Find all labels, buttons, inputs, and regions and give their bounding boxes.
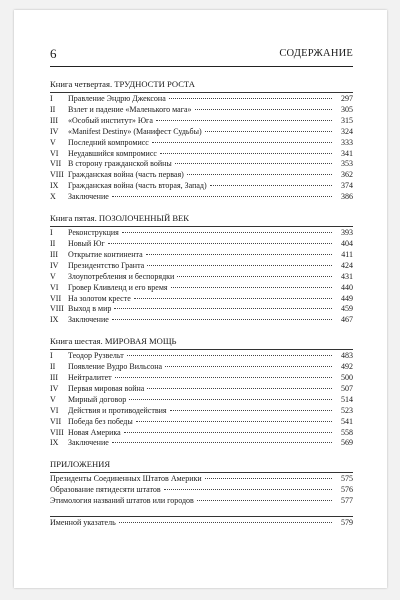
leader-dots bbox=[177, 276, 332, 277]
chapter-number: II bbox=[50, 238, 56, 248]
leader-dots bbox=[165, 366, 332, 367]
chapter-number: VI bbox=[50, 282, 59, 292]
toc-row[interactable] bbox=[50, 239, 353, 250]
chapter-title: Реконструкция bbox=[68, 228, 119, 238]
leader-dots bbox=[114, 308, 332, 309]
toc-row[interactable] bbox=[50, 315, 353, 326]
chapter-title: Злоупотребления и беспорядки bbox=[68, 271, 175, 281]
index-title: Именной указатель bbox=[50, 518, 116, 528]
toc-row[interactable] bbox=[50, 250, 353, 261]
book-page bbox=[14, 10, 387, 588]
appendix-title: Президенты Соединенных Штатов Америки bbox=[50, 474, 202, 484]
chapter-title: Гровер Кливленд и его время bbox=[68, 282, 168, 292]
chapter-number: II bbox=[50, 362, 56, 372]
toc-row[interactable] bbox=[50, 261, 353, 272]
chapter-page: 424 bbox=[341, 260, 353, 270]
chapter-title: В сторону гражданской войны bbox=[68, 159, 172, 169]
chapter-title: Гражданская война (часть первая) bbox=[68, 170, 184, 180]
leader-dots bbox=[195, 109, 332, 110]
leader-dots bbox=[205, 131, 332, 132]
chapter-page: 514 bbox=[341, 394, 353, 404]
leader-dots bbox=[129, 399, 332, 400]
toc-row-appendix[interactable] bbox=[50, 474, 353, 485]
chapter-number: II bbox=[50, 104, 56, 114]
appendix-page: 577 bbox=[341, 496, 353, 506]
book-title bbox=[50, 212, 353, 227]
toc-row[interactable] bbox=[50, 283, 353, 294]
leader-dots bbox=[122, 232, 332, 233]
leader-dots bbox=[160, 153, 332, 154]
leader-dots bbox=[127, 355, 332, 356]
book-name: МИРОВАЯ МОЩЬ bbox=[104, 336, 177, 347]
chapter-page: 315 bbox=[341, 115, 353, 125]
running-head: СОДЕРЖАНИЕ bbox=[279, 48, 353, 59]
chapter-title: «Особый институт» Юга bbox=[68, 115, 153, 125]
chapter-number: III bbox=[50, 115, 58, 125]
table-of-contents bbox=[50, 78, 353, 529]
chapter-title: Последний компромисс bbox=[68, 137, 149, 147]
chapter-number: III bbox=[50, 249, 58, 259]
chapter-number: V bbox=[50, 394, 56, 404]
chapter-title: Мирный договор bbox=[68, 394, 127, 404]
chapter-title: Новая Америка bbox=[68, 427, 121, 437]
chapter-number: IX bbox=[50, 181, 59, 191]
chapter-page: 305 bbox=[341, 104, 353, 114]
chapter-page: 569 bbox=[341, 438, 353, 448]
book-section bbox=[50, 212, 353, 326]
book-title bbox=[50, 335, 353, 350]
leader-dots bbox=[108, 243, 332, 244]
toc-row-index[interactable] bbox=[50, 516, 353, 529]
toc-row[interactable] bbox=[50, 181, 353, 192]
toc-row[interactable] bbox=[50, 395, 353, 406]
book-name: ТРУДНОСТИ РОСТА bbox=[114, 79, 195, 89]
chapter-page: 333 bbox=[341, 137, 353, 147]
book-section bbox=[50, 335, 353, 449]
book-section bbox=[50, 78, 353, 203]
chapter-page: 492 bbox=[341, 362, 353, 372]
chapter-page: 541 bbox=[341, 416, 353, 426]
leader-dots bbox=[112, 196, 332, 197]
chapter-page: 411 bbox=[341, 249, 353, 259]
toc-row[interactable] bbox=[50, 362, 353, 373]
chapter-number: III bbox=[50, 373, 58, 383]
chapter-number: IV bbox=[50, 260, 59, 270]
toc-row[interactable] bbox=[50, 294, 353, 305]
chapter-number: V bbox=[50, 271, 56, 281]
leader-dots bbox=[205, 478, 332, 479]
toc-row[interactable] bbox=[50, 228, 353, 239]
chapter-page: 324 bbox=[341, 126, 353, 136]
chapter-title: Заключение bbox=[68, 315, 109, 325]
toc-row[interactable] bbox=[50, 406, 353, 417]
chapter-number: IV bbox=[50, 126, 59, 136]
toc-row[interactable] bbox=[50, 438, 353, 449]
leader-dots bbox=[147, 388, 332, 389]
chapter-page: 459 bbox=[341, 304, 353, 314]
chapter-page: 404 bbox=[341, 238, 353, 248]
chapter-title: Гражданская война (часть вторая, Запад) bbox=[68, 181, 207, 191]
leader-dots bbox=[164, 489, 332, 490]
chapter-number: IX bbox=[50, 438, 59, 448]
chapter-page: 297 bbox=[341, 94, 353, 103]
toc-row[interactable] bbox=[50, 116, 353, 127]
chapter-page: 449 bbox=[341, 293, 353, 303]
toc-row[interactable] bbox=[50, 105, 353, 116]
leader-dots bbox=[152, 142, 332, 143]
toc-row[interactable] bbox=[50, 417, 353, 428]
chapter-page: 507 bbox=[341, 383, 353, 393]
toc-row[interactable] bbox=[50, 384, 353, 395]
toc-row[interactable] bbox=[50, 373, 353, 384]
chapter-title: На золотом кресте bbox=[68, 293, 131, 303]
chapter-title: Теодор Рузвельт bbox=[68, 351, 124, 361]
chapter-number: VII bbox=[50, 293, 62, 303]
leader-dots bbox=[119, 522, 332, 523]
toc-row[interactable] bbox=[50, 351, 353, 362]
chapter-title: Заключение bbox=[68, 438, 109, 448]
chapter-title: Выход в мир bbox=[68, 304, 112, 314]
chapter-number: VII bbox=[50, 159, 62, 169]
index-page: 579 bbox=[341, 518, 353, 528]
leader-dots bbox=[112, 442, 332, 443]
appendix-title: Этимология названий штатов или городов bbox=[50, 496, 194, 506]
chapter-title: Действия и противодействия bbox=[68, 405, 167, 415]
page-number: 6 bbox=[50, 46, 57, 61]
chapter-title: Нейтралитет bbox=[68, 373, 112, 383]
chapter-page: 431 bbox=[341, 271, 353, 281]
chapter-title: Первая мировая война bbox=[68, 383, 145, 393]
chapter-page: 500 bbox=[341, 373, 353, 383]
chapter-number: VIII bbox=[50, 304, 64, 314]
chapter-page: 558 bbox=[341, 427, 353, 437]
chapter-title: «Manifest Destiny» (Манифест Судьбы) bbox=[68, 126, 202, 136]
leader-dots bbox=[210, 185, 332, 186]
toc-row-appendix[interactable] bbox=[50, 485, 353, 496]
chapter-title: Победа без победы bbox=[68, 416, 133, 426]
chapter-title: Взлет и падение «Маленького мага» bbox=[68, 104, 192, 114]
chapter-number: IX bbox=[50, 315, 59, 325]
book-label: Книга шестая. bbox=[50, 336, 103, 347]
toc-row[interactable] bbox=[50, 159, 353, 170]
toc-row[interactable] bbox=[50, 138, 353, 149]
leader-dots bbox=[112, 319, 332, 320]
chapter-title: Заключение bbox=[68, 192, 109, 202]
leader-dots bbox=[170, 410, 332, 411]
chapter-page: 341 bbox=[341, 148, 353, 158]
chapter-number: VIII bbox=[50, 427, 64, 437]
chapter-number: VIII bbox=[50, 170, 64, 180]
toc-row[interactable] bbox=[50, 149, 353, 160]
chapter-page: 467 bbox=[341, 315, 353, 325]
toc-row[interactable] bbox=[50, 428, 353, 439]
chapter-title: Новый Юг bbox=[68, 238, 105, 248]
leader-dots bbox=[197, 500, 332, 501]
toc-row[interactable] bbox=[50, 304, 353, 315]
chapter-page: 393 bbox=[341, 228, 353, 238]
page-header bbox=[50, 44, 353, 67]
leader-dots bbox=[156, 120, 332, 121]
chapter-number: I bbox=[50, 94, 53, 103]
book-label: Книга четвертая. bbox=[50, 79, 113, 89]
leader-dots bbox=[175, 163, 332, 164]
leader-dots bbox=[169, 98, 332, 99]
chapter-number: VI bbox=[50, 405, 59, 415]
chapter-page: 374 bbox=[341, 181, 353, 191]
chapter-number: VI bbox=[50, 148, 59, 158]
leader-dots bbox=[146, 254, 332, 255]
leader-dots bbox=[171, 287, 332, 288]
chapter-number: X bbox=[50, 192, 56, 202]
leader-dots bbox=[115, 377, 332, 378]
chapter-number: I bbox=[50, 351, 53, 361]
leader-dots bbox=[147, 265, 332, 266]
leader-dots bbox=[124, 432, 332, 433]
appendix-page: 575 bbox=[341, 474, 353, 484]
leader-dots bbox=[134, 298, 332, 299]
book-label: Книга пятая. bbox=[50, 213, 97, 224]
chapter-page: 440 bbox=[341, 282, 353, 292]
chapter-number: I bbox=[50, 228, 53, 238]
chapter-title: Президентство Гранта bbox=[68, 260, 145, 270]
toc-row[interactable] bbox=[50, 94, 353, 105]
toc-row-appendix[interactable] bbox=[50, 496, 353, 507]
chapter-number: VII bbox=[50, 416, 62, 426]
leader-dots bbox=[136, 421, 332, 422]
appendix-title: Образование пятидесяти штатов bbox=[50, 485, 161, 495]
toc-row[interactable] bbox=[50, 192, 353, 203]
book-name: ПОЗОЛОЧЕННЫЙ ВЕК bbox=[98, 213, 190, 224]
toc-row[interactable] bbox=[50, 170, 353, 181]
chapter-title: Правление Эндрю Джексона bbox=[68, 94, 166, 103]
toc-row[interactable] bbox=[50, 127, 353, 138]
chapter-title: Неудавшийся компромисс bbox=[68, 148, 157, 158]
leader-dots bbox=[187, 174, 332, 175]
chapter-title: Появление Вудро Вильсона bbox=[68, 362, 163, 372]
chapter-page: 386 bbox=[341, 192, 353, 202]
chapter-title: Открытие континента bbox=[68, 249, 143, 259]
chapter-page: 362 bbox=[341, 170, 353, 180]
book-title bbox=[50, 78, 353, 93]
chapter-page: 523 bbox=[341, 405, 353, 415]
chapter-page: 483 bbox=[341, 351, 353, 361]
chapter-page: 353 bbox=[341, 159, 353, 169]
chapter-number: IV bbox=[50, 383, 59, 393]
chapter-number: V bbox=[50, 137, 56, 147]
toc-row[interactable] bbox=[50, 272, 353, 283]
appendix-section bbox=[50, 458, 353, 507]
appendix-heading: ПРИЛОЖЕНИЯ bbox=[50, 458, 353, 473]
appendix-page: 576 bbox=[341, 485, 353, 495]
